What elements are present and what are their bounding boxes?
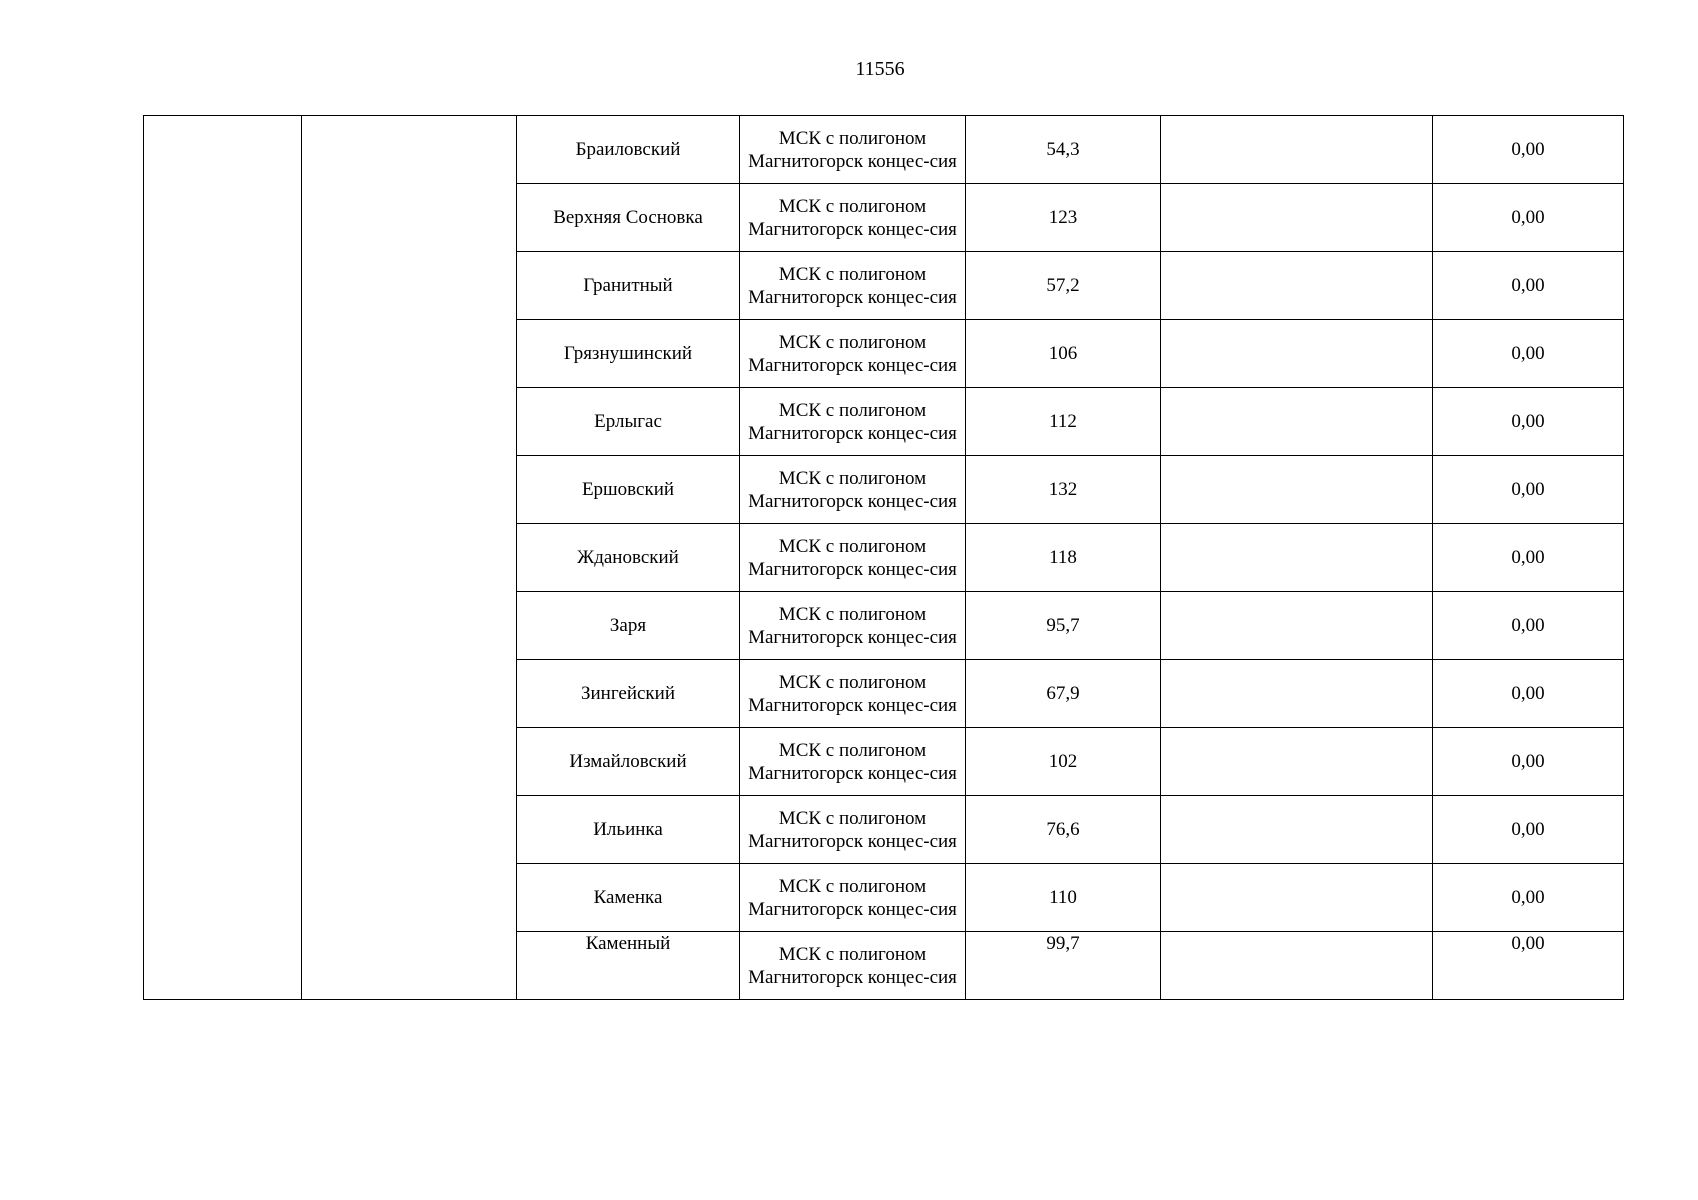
amount-cell: 0,00 [1433,728,1624,796]
value-cell: 76,6 [966,796,1161,864]
municipality-blank-cell [302,116,517,1000]
operator-cell: МСК с полигоном Магнитогорск концес-сия [740,320,966,388]
operator-cell: МСК с полигоном Магнитогорск концес-сия [740,252,966,320]
page-number: 11556 [855,58,905,80]
settlement-cell: Каменный [517,932,740,1000]
settlement-cell: Ильинка [517,796,740,864]
region-blank-cell [144,116,302,1000]
amount-cell: 0,00 [1433,116,1624,184]
operator-cell: МСК с полигоном Магнитогорск концес-сия [740,456,966,524]
operator-cell: МСК с полигоном Магнитогорск концес-сия [740,932,966,1000]
value-cell: 112 [966,388,1161,456]
blank-cell [1161,252,1433,320]
table-row [144,116,1624,184]
operator-cell: МСК с полигоном Магнитогорск концес-сия [740,728,966,796]
operator-cell: МСК с полигоном Магнитогорск концес-сия [740,184,966,252]
blank-cell [1161,320,1433,388]
blank-cell [1161,932,1433,1000]
operator-cell: МСК с полигоном Магнитогорск концес-сия [740,116,966,184]
blank-cell [1161,388,1433,456]
operator-cell: МСК с полигоном Магнитогорск концес-сия [740,796,966,864]
value-cell: 99,7 [966,932,1161,1000]
amount-cell: 0,00 [1433,796,1624,864]
value-cell: 102 [966,728,1161,796]
value-cell: 67,9 [966,660,1161,728]
settlement-cell: Зингейский [517,660,740,728]
settlement-cell: Верхняя Сосновка [517,184,740,252]
operator-cell: МСК с полигоном Магнитогорск концес-сия [740,864,966,932]
settlement-cell: Ерлыгас [517,388,740,456]
blank-cell [1161,184,1433,252]
operator-cell: МСК с полигоном Магнитогорск концес-сия [740,388,966,456]
data-table [143,115,1624,1000]
amount-cell: 0,00 [1433,592,1624,660]
settlement-cell: Заря [517,592,740,660]
settlement-cell: Ершовский [517,456,740,524]
blank-cell [1161,116,1433,184]
value-cell: 123 [966,184,1161,252]
amount-cell: 0,00 [1433,932,1624,1000]
blank-cell [1161,728,1433,796]
settlement-cell: Гранитный [517,252,740,320]
amount-cell: 0,00 [1433,184,1624,252]
blank-cell [1161,592,1433,660]
amount-cell: 0,00 [1433,864,1624,932]
operator-cell: МСК с полигоном Магнитогорск концес-сия [740,660,966,728]
table-body [144,116,1624,1000]
operator-cell: МСК с полигоном Магнитогорск концес-сия [740,524,966,592]
value-cell: 132 [966,456,1161,524]
settlement-cell: Ждановский [517,524,740,592]
value-cell: 110 [966,864,1161,932]
amount-cell: 0,00 [1433,660,1624,728]
value-cell: 118 [966,524,1161,592]
value-cell: 106 [966,320,1161,388]
settlement-cell: Каменка [517,864,740,932]
operator-cell: МСК с полигоном Магнитогорск концес-сия [740,592,966,660]
value-cell: 95,7 [966,592,1161,660]
amount-cell: 0,00 [1433,252,1624,320]
value-cell: 57,2 [966,252,1161,320]
blank-cell [1161,660,1433,728]
value-cell: 54,3 [966,116,1161,184]
blank-cell [1161,864,1433,932]
amount-cell: 0,00 [1433,320,1624,388]
blank-cell [1161,456,1433,524]
blank-cell [1161,524,1433,592]
blank-cell [1161,796,1433,864]
amount-cell: 0,00 [1433,524,1624,592]
settlement-cell: Грязнушинский [517,320,740,388]
amount-cell: 0,00 [1433,388,1624,456]
settlement-cell: Браиловский [517,116,740,184]
amount-cell: 0,00 [1433,456,1624,524]
settlement-cell: Измайловский [517,728,740,796]
